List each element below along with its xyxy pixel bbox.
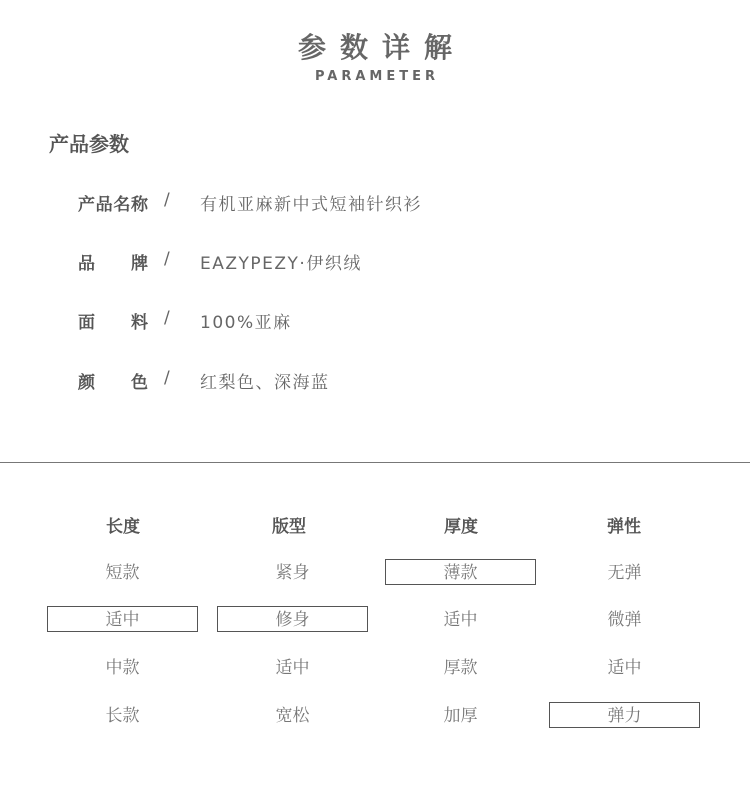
- attr-option: 薄款: [385, 559, 536, 585]
- attr-option: 中款: [105, 658, 140, 678]
- attr-header-length: 长度: [106, 517, 140, 537]
- attr-option: 适中: [275, 658, 310, 678]
- attr-option: 微弹: [607, 610, 642, 630]
- param-separator: /: [164, 308, 170, 328]
- attr-option: 适中: [607, 658, 642, 678]
- attr-option: 厚款: [443, 658, 478, 678]
- param-separator: /: [164, 190, 170, 210]
- param-value: 有机亚麻新中式短袖针织衫: [200, 195, 422, 215]
- param-label: 产品名称: [78, 195, 148, 215]
- param-row-color: [0, 368, 750, 396]
- attr-header-elasticity: 弹性: [607, 517, 641, 537]
- section-divider: [0, 462, 750, 463]
- param-separator: /: [164, 368, 170, 388]
- param-value: 100%亚麻: [200, 313, 292, 333]
- attr-option: 加厚: [443, 706, 478, 726]
- attr-option: 宽松: [275, 706, 310, 726]
- param-label: 品牌: [78, 254, 148, 274]
- attr-option: 弹力: [549, 702, 700, 728]
- attr-header-fit: 版型: [272, 517, 306, 537]
- attr-option: 修身: [217, 606, 368, 632]
- attr-option: 紧身: [275, 563, 310, 583]
- parameter-title-en: PARAMETER: [314, 69, 440, 84]
- product-params-heading: 产品参数: [49, 132, 129, 156]
- param-separator: /: [164, 249, 170, 269]
- param-label: 颜色: [78, 373, 148, 393]
- parameter-title-cn: 参数详解: [297, 31, 466, 64]
- param-label: 面料: [78, 313, 148, 333]
- attr-option: 长款: [105, 706, 140, 726]
- attr-header-thickness: 厚度: [444, 517, 478, 537]
- param-row-fabric: [0, 308, 750, 336]
- param-value: EAZYPEZY·伊织绒: [200, 254, 362, 274]
- attr-option: 无弹: [607, 563, 642, 583]
- attr-option: 适中: [47, 606, 198, 632]
- attr-option: 适中: [443, 610, 478, 630]
- attr-option: 短款: [105, 563, 140, 583]
- param-row-name: [0, 190, 750, 218]
- param-value: 红梨色、深海蓝: [200, 373, 330, 393]
- param-row-brand: [0, 249, 750, 277]
